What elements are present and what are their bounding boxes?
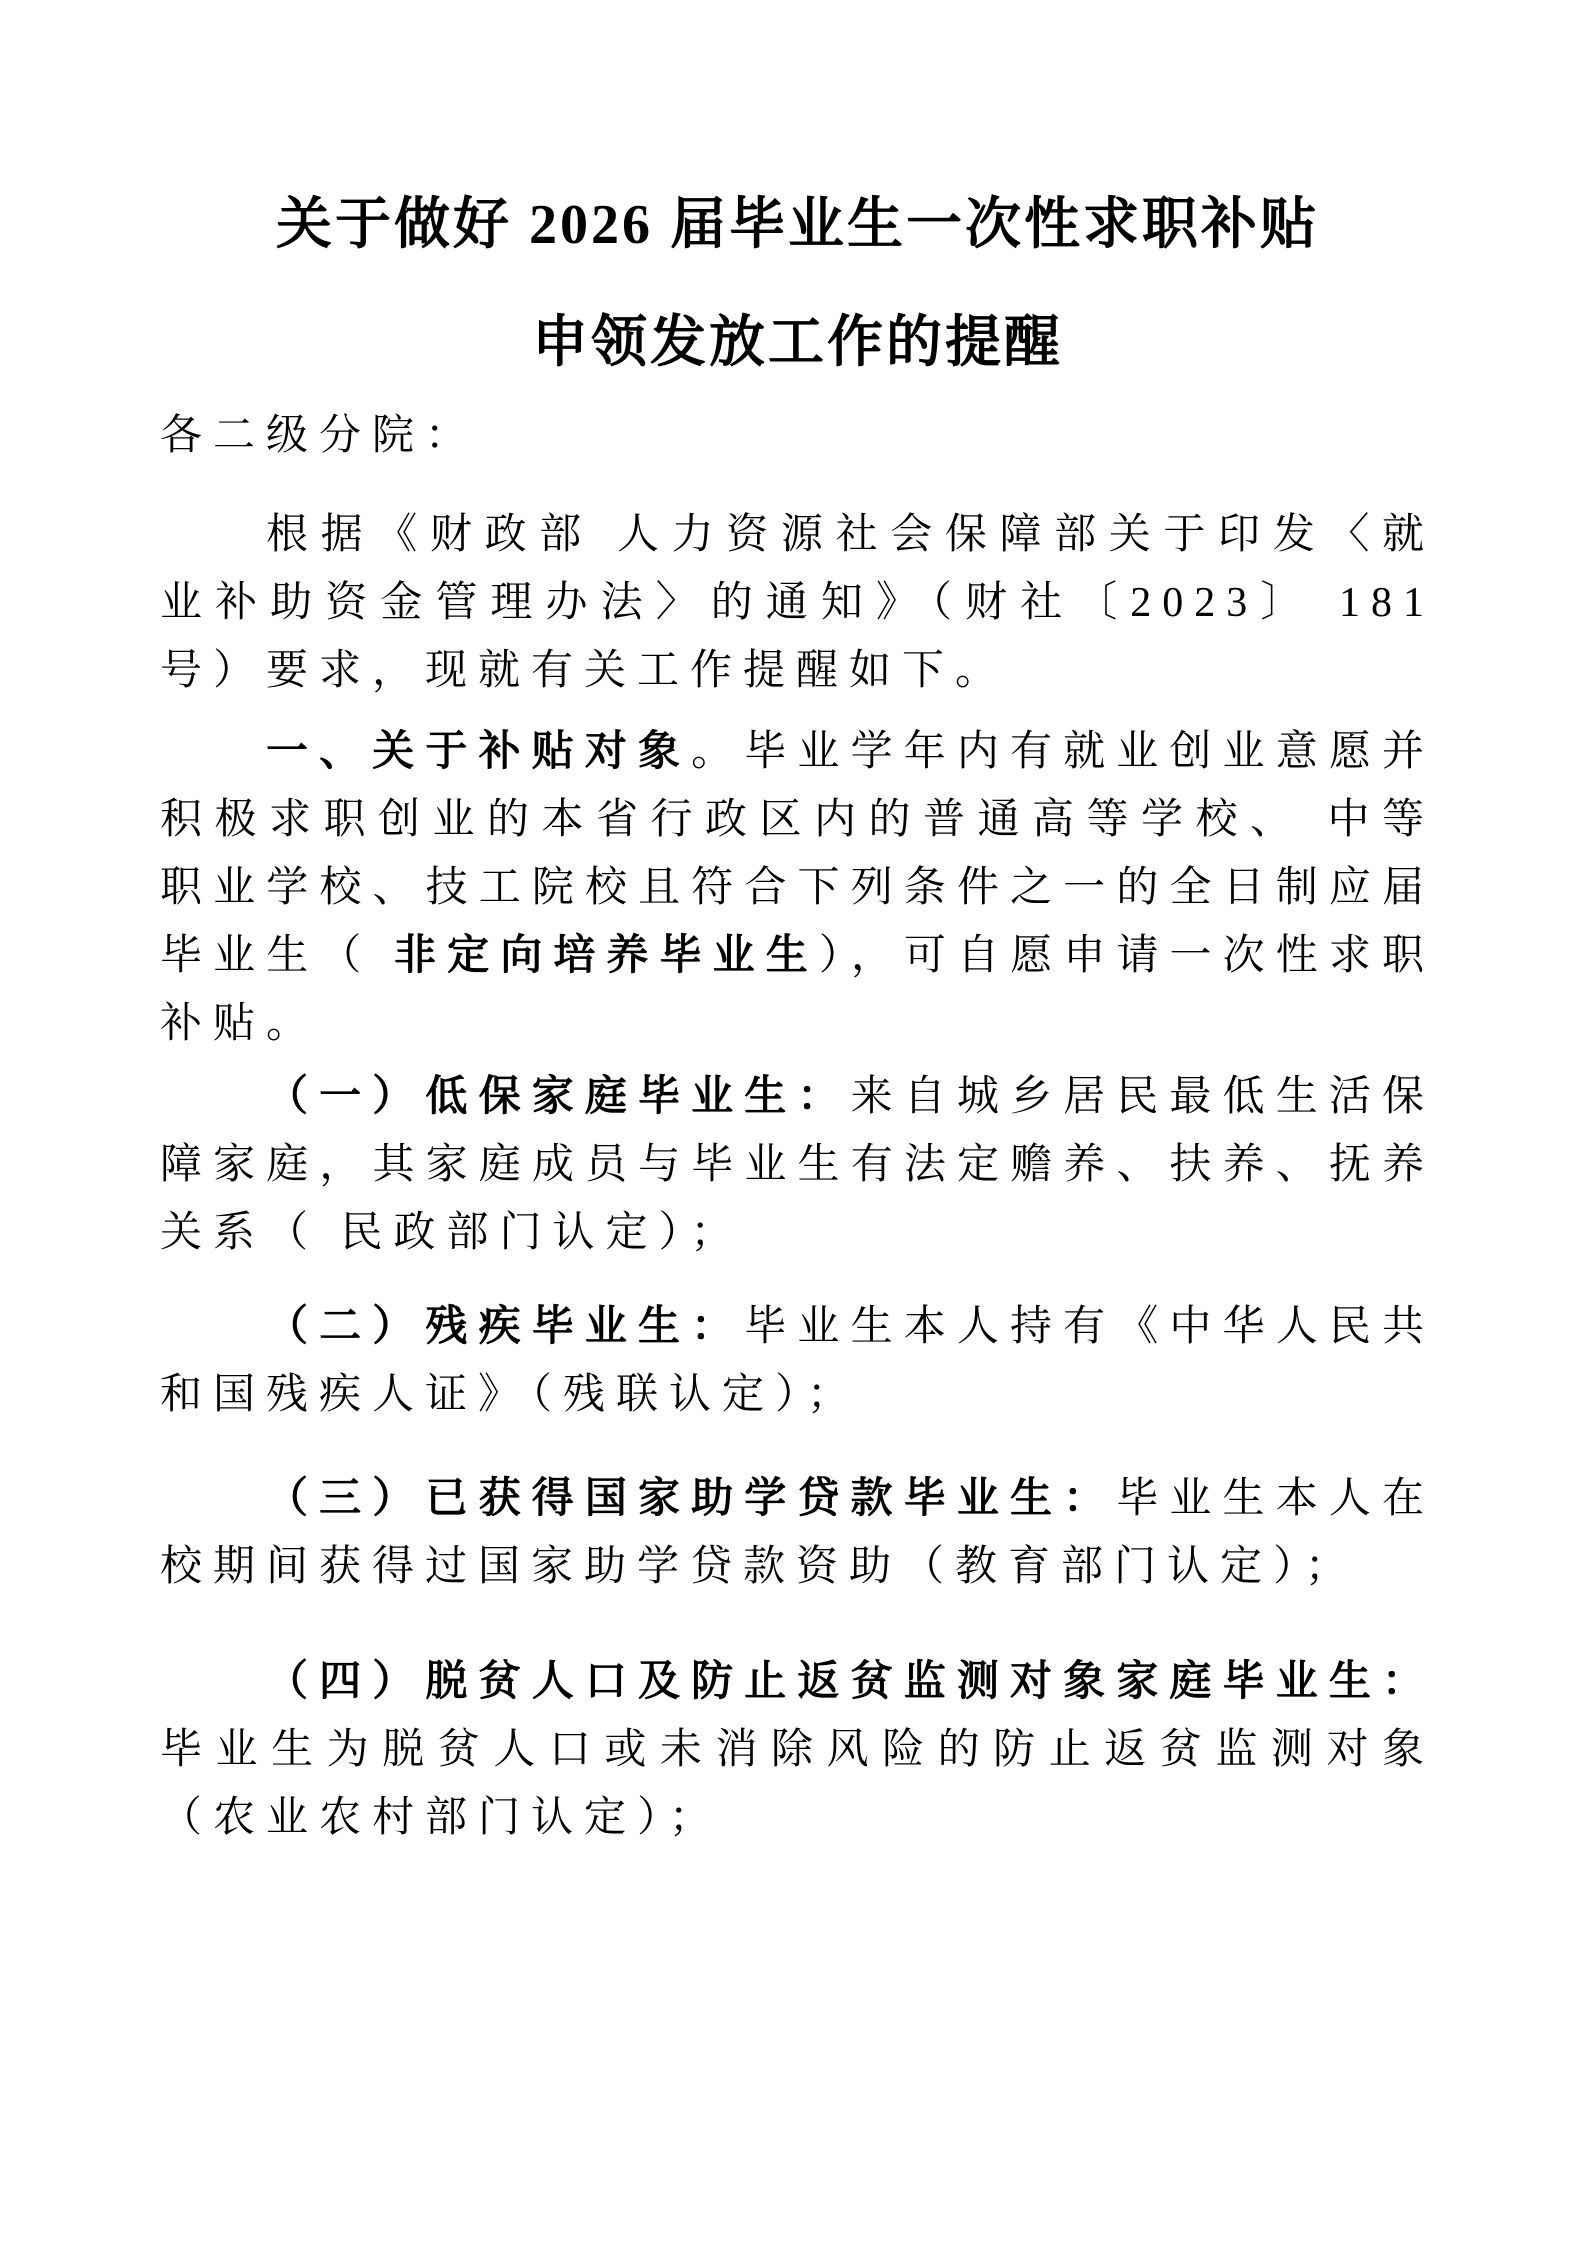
title-line-1: 关于做好 2026 届毕业生一次性求职补贴 [276, 194, 1319, 256]
document-body [160, 402, 1435, 1852]
item-2-paragraph [160, 1293, 1435, 1429]
text-run-bold: （四）脱贫人口及防止返贫监测对象家庭毕业生： [266, 1659, 1435, 1705]
text-run-bold: （二）残疾毕业生： [266, 1304, 745, 1350]
text-run: 毕业生为脱贫人口或未消除风险的防止返贫监测对象（农业农村部门认定）； [160, 1727, 1435, 1841]
item-3-paragraph [160, 1465, 1435, 1601]
section-1-paragraph [160, 718, 1435, 1058]
text-run: ），可自愿申请一次性求职补贴。 [160, 933, 1435, 1047]
salutation: 各二级分院： [160, 413, 479, 459]
text-run: 根据《财政部 人力资源社会保障部关于印发〈就业补助资金管理办法〉的通知》（财社〔2023〕 181 号）要求，现就有关工作提醒如下。 [160, 512, 1435, 694]
intro-paragraph [160, 501, 1435, 705]
text-run: 毕业生本人持有《中华人民共和国残疾人证》（残联认定）； [160, 1304, 1435, 1418]
paragraphs-container [160, 501, 1435, 1852]
item-4-paragraph [160, 1648, 1435, 1852]
text-run: 来自城乡居民最低生活保障家庭，其家庭成员与毕业生有法定赡养、扶养、抚养关系（ 民政部门认定）； [160, 1074, 1435, 1256]
title-line-2: 申领发放工作的提醒 [532, 312, 1063, 374]
item-1-paragraph [160, 1063, 1435, 1267]
text-run-bold: （一）低保家庭毕业生： [266, 1074, 851, 1120]
text-run-bold: 一、关于补贴对象 [266, 729, 692, 775]
text-run-bold: （三）已获得国家助学贷款毕业生： [266, 1476, 1117, 1522]
document-title [160, 166, 1435, 402]
text-run: 。毕业学年内有就业创业意愿并积极求职创业的本省行政区内的普通高等学校、 中等职业学校、技工院校且符合下列条件之一的全日制应届毕业生（ [160, 729, 1435, 979]
text-run-bold: 非定向培养毕业生 [394, 933, 819, 979]
text-run: 毕业生本人在校期间获得过国家助学贷款资助（教育部门认定）； [160, 1476, 1435, 1590]
